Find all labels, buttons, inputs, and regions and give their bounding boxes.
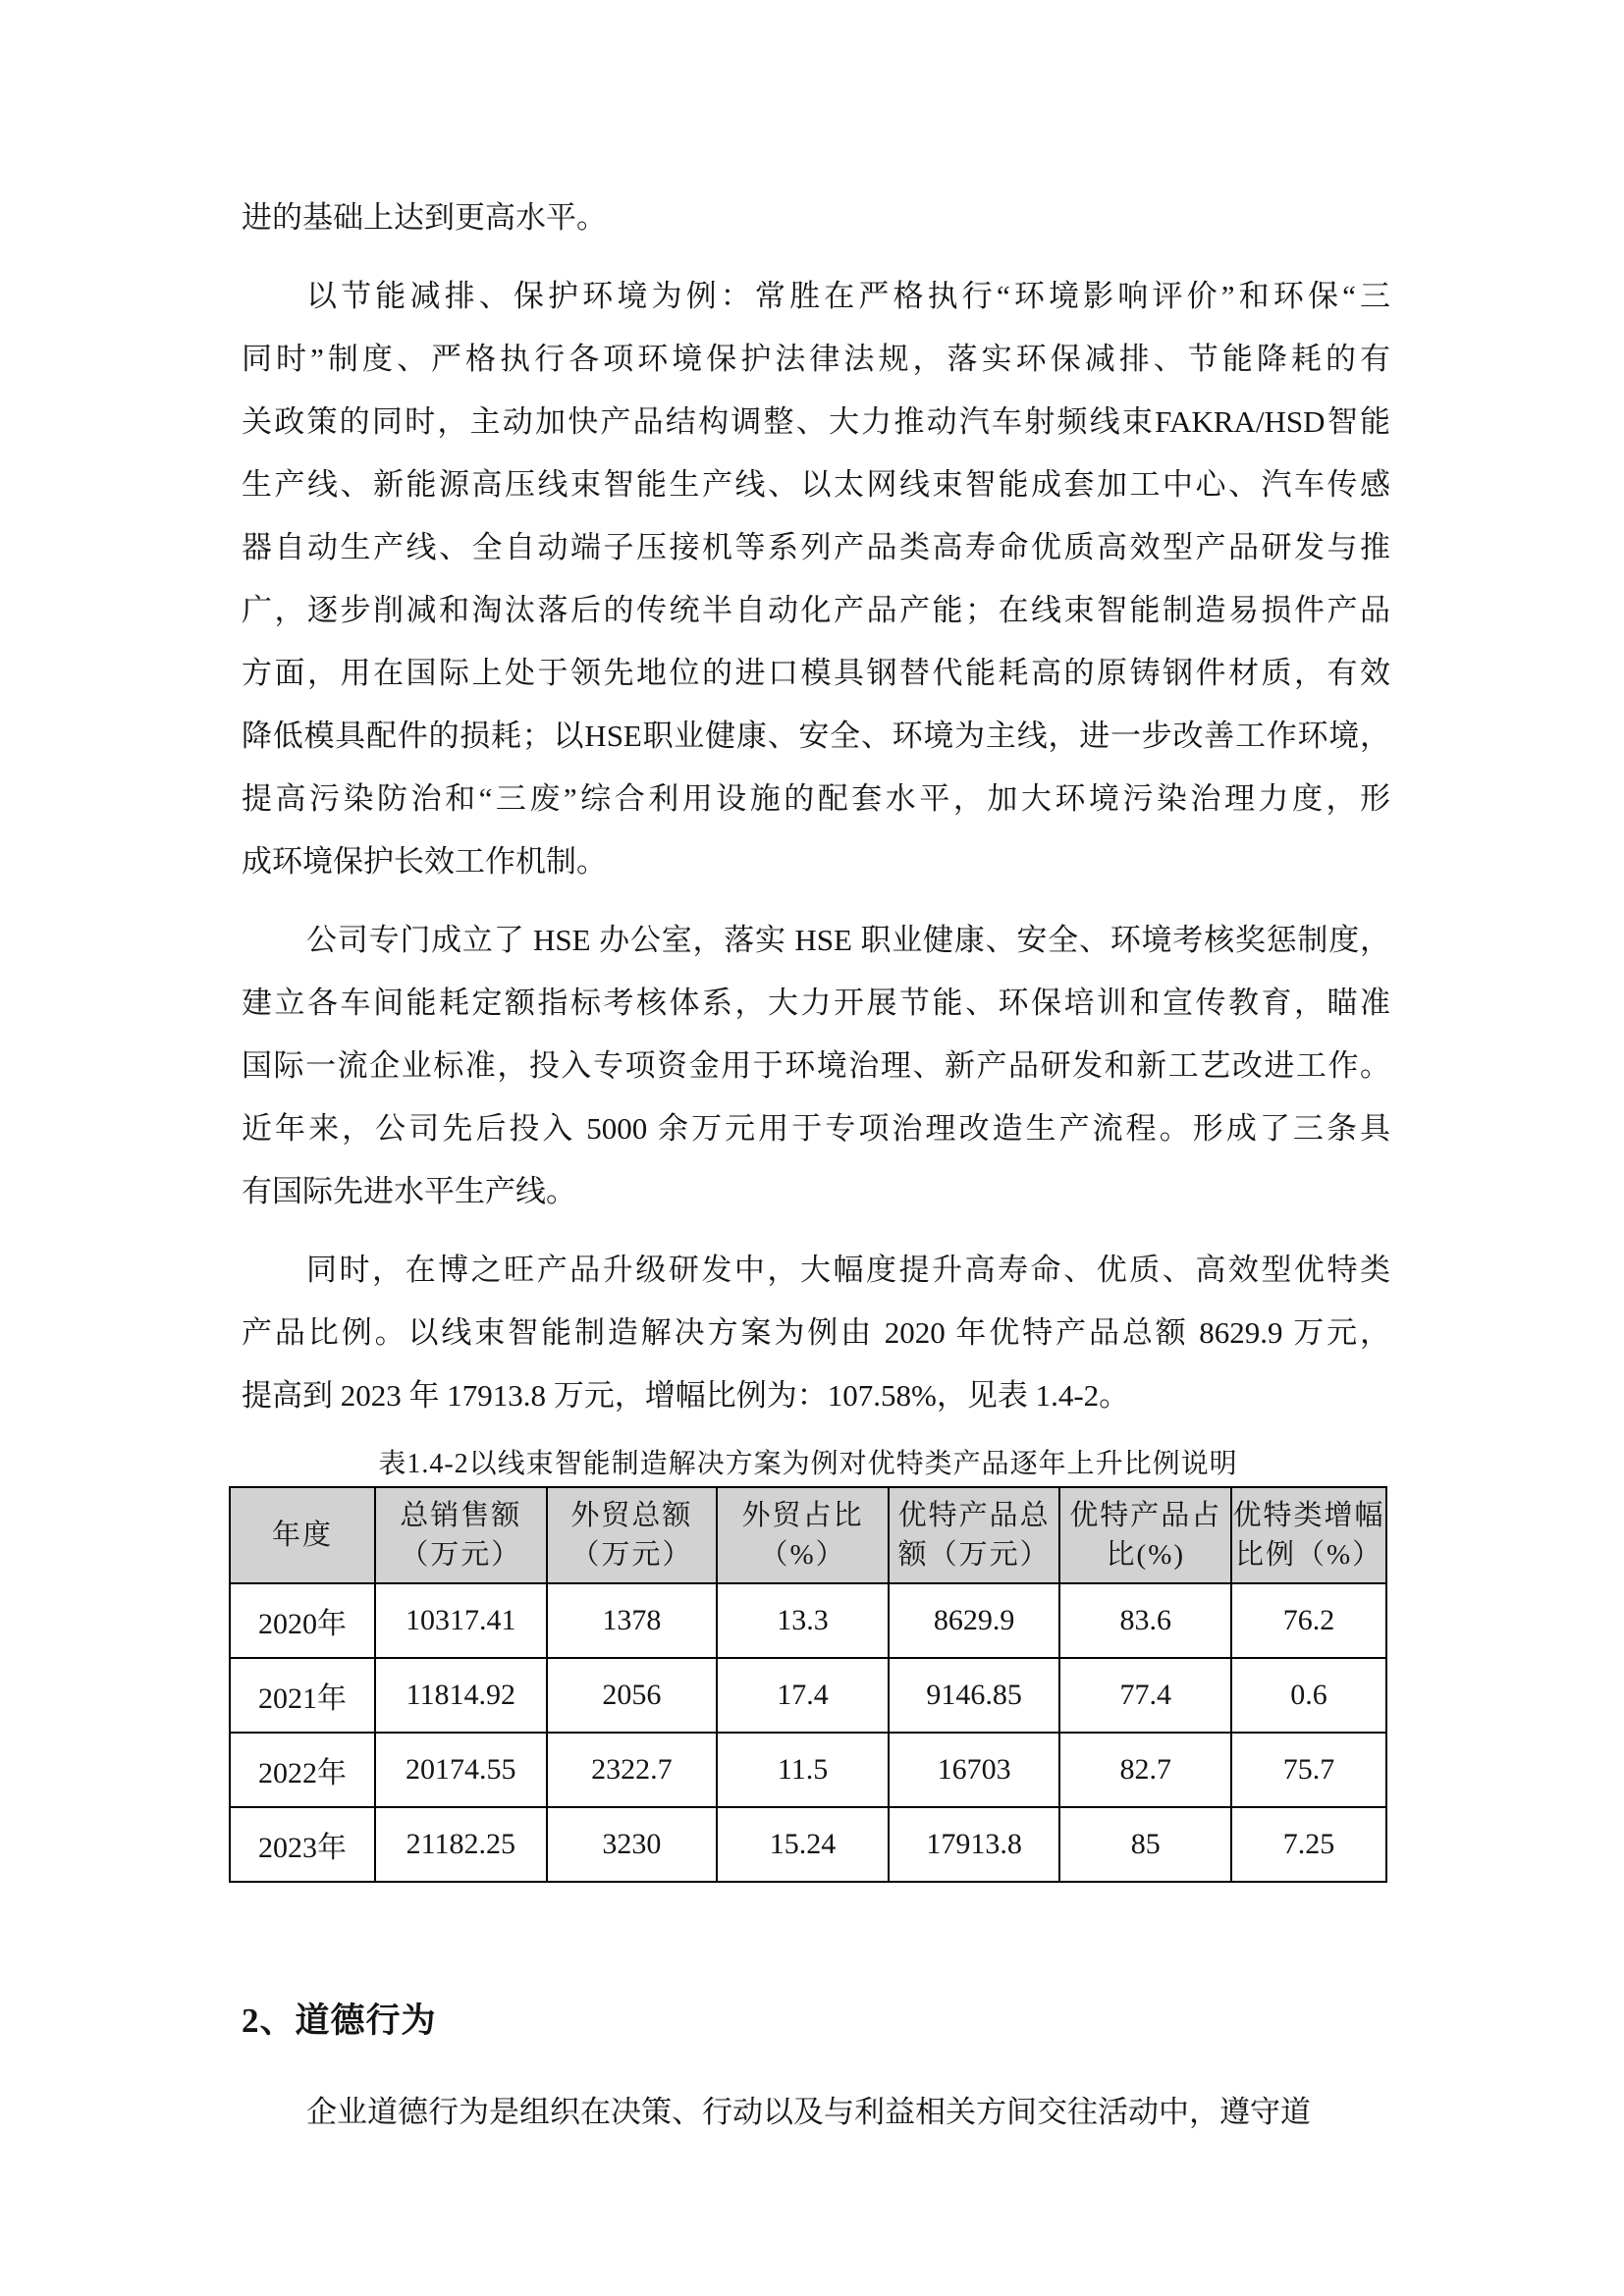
table-row (230, 1583, 1386, 1658)
table-cell: 10317.41 (375, 1583, 547, 1658)
body-paragraph (242, 2081, 1390, 2144)
text-line: 近年来，公司先后投入 5000 余万元用于专项治理改造生产流程。形成了三条具 (242, 1111, 1390, 1146)
text-line: 降低模具配件的损耗；以HSE职业健康、安全、环境为主线，进一步改善工作环境， (242, 719, 1390, 753)
text-line: 方面，用在国际上处于领先地位的进口模具钢替代能耗高的原铸钢件材质，有效 (242, 656, 1390, 690)
body-paragraph (242, 909, 1390, 1223)
text-line: 提高到 2023 年 17913.8 万元，增幅比例为：107.58%，见表 1.4-2。 (242, 1378, 1130, 1413)
table-cell: 17913.8 (889, 1807, 1060, 1882)
table-cell: 7.25 (1231, 1807, 1386, 1882)
table-cell: 2021年 (230, 1658, 375, 1733)
text-line: 关政策的同时，主动加快产品结构调整、大力推动汽车射频线束FAKRA/HSD智能 (242, 404, 1390, 439)
table-body (230, 1583, 1386, 1882)
table-row (230, 1733, 1386, 1807)
table-cell: 17.4 (717, 1658, 889, 1733)
column-header (717, 1487, 889, 1583)
text-line: 国际一流企业标准，投入专项资金用于环境治理、新产品研发和新工艺改进工作。 (242, 1048, 1390, 1083)
text-line: 建立各车间能耗定额指标考核体系，大力开展节能、环保培训和宣传教育，瞄准 (242, 986, 1390, 1020)
table-row (230, 1658, 1386, 1733)
column-header (230, 1487, 375, 1583)
table-cell: 82.7 (1059, 1733, 1231, 1807)
text-line: 成环境保护长效工作机制。 (242, 844, 607, 879)
section-heading: 2、道德行为 (242, 2002, 437, 2040)
table-cell: 21182.25 (375, 1807, 547, 1882)
table-cell: 20174.55 (375, 1733, 547, 1807)
text-line: 以节能减排、保护环境为例：常胜在严格执行“环境影响评价”和环保“三 (306, 279, 1390, 313)
table-cell: 3230 (547, 1807, 718, 1882)
table-cell: 13.3 (717, 1583, 889, 1658)
column-header-line: 年度 (271, 1520, 333, 1551)
body-paragraph (242, 187, 1390, 249)
text-line: 同时，在博之旺产品升级研发中，大幅度提升高寿命、优质、高效型优特类 (306, 1253, 1390, 1287)
text-line: 提高污染防治和“三废”综合利用设施的配套水平，加大环境污染治理力度，形 (242, 781, 1390, 816)
table-cell: 9146.85 (889, 1658, 1060, 1733)
column-header-line: （万元） (570, 1539, 693, 1571)
yearly-products-table (229, 1486, 1387, 1883)
column-header (1231, 1487, 1386, 1583)
text-line: 产品比例。以线束智能制造解决方案为例由 2020 年优特产品总额 8629.9 万元， (242, 1315, 1390, 1350)
body-paragraph (242, 1239, 1390, 1427)
table-row (230, 1807, 1386, 1882)
table-cell: 11814.92 (375, 1658, 547, 1733)
table-cell: 2056 (547, 1658, 718, 1733)
table-caption: 表1.4-2以线束智能制造解决方案为例对优特类产品逐年上升比例说明 (378, 1449, 1238, 1479)
column-header-line: 优特产品占 (1069, 1500, 1222, 1531)
text-line: 器自动生产线、全自动端子压接机等系列产品类高寿命优质高效型产品研发与推 (242, 530, 1390, 564)
column-header-line: 额（万元） (897, 1539, 1051, 1571)
table-cell: 1378 (547, 1583, 718, 1658)
document-content (242, 187, 1390, 2144)
column-header (1059, 1487, 1231, 1583)
table-cell: 0.6 (1231, 1658, 1386, 1733)
table-cell: 83.6 (1059, 1583, 1231, 1658)
table-cell: 85 (1059, 1807, 1231, 1882)
table-header-row (230, 1487, 1386, 1583)
column-header-line: 外贸总额 (570, 1500, 693, 1531)
table-cell: 16703 (889, 1733, 1060, 1807)
column-header-line: 比(%) (1106, 1539, 1186, 1571)
table-cell: 8629.9 (889, 1583, 1060, 1658)
text-line: 有国际先进水平生产线。 (242, 1174, 576, 1208)
column-header-line: 外贸占比 (741, 1500, 864, 1531)
table-cell: 2322.7 (547, 1733, 718, 1807)
table-cell: 11.5 (717, 1733, 889, 1807)
text-line: 同时”制度、严格执行各项环境保护法律法规，落实环保减排、节能降耗的有 (242, 342, 1390, 376)
table-cell: 2020年 (230, 1583, 375, 1658)
column-header-line: 优特产品总 (897, 1500, 1051, 1531)
table-cell: 2022年 (230, 1733, 375, 1807)
text-line: 公司专门成立了 HSE 办公室，落实 HSE 职业健康、安全、环境考核奖惩制度， (306, 923, 1390, 957)
table-cell: 15.24 (717, 1807, 889, 1882)
text-line: 进的基础上达到更高水平。 (242, 200, 607, 235)
text-line: 广，逐步削减和淘汰落后的传统半自动化产品产能；在线束智能制造易损件产品 (242, 593, 1390, 627)
text-line: 企业道德行为是组织在决策、行动以及与利益相关方间交往活动中，遵守道 (306, 2095, 1311, 2129)
column-header-line: （万元） (400, 1539, 522, 1571)
column-header (547, 1487, 718, 1583)
text-line: 生产线、新能源高压线束智能生产线、以太网线束智能成套加工中心、汽车传感 (242, 467, 1390, 502)
column-header (375, 1487, 547, 1583)
table-header-row (230, 1487, 1386, 1583)
table-cell: 76.2 (1231, 1583, 1386, 1658)
body-paragraph (242, 265, 1390, 893)
column-header-line: （%） (759, 1539, 846, 1571)
table-cell: 75.7 (1231, 1733, 1386, 1807)
table-cell: 2023年 (230, 1807, 375, 1882)
column-header (889, 1487, 1060, 1583)
column-header-line: 优特类增幅 (1232, 1500, 1385, 1531)
column-header-line: 总销售额 (400, 1500, 522, 1531)
column-header-line: 比例（%） (1234, 1539, 1383, 1571)
table-cell: 77.4 (1059, 1658, 1231, 1733)
